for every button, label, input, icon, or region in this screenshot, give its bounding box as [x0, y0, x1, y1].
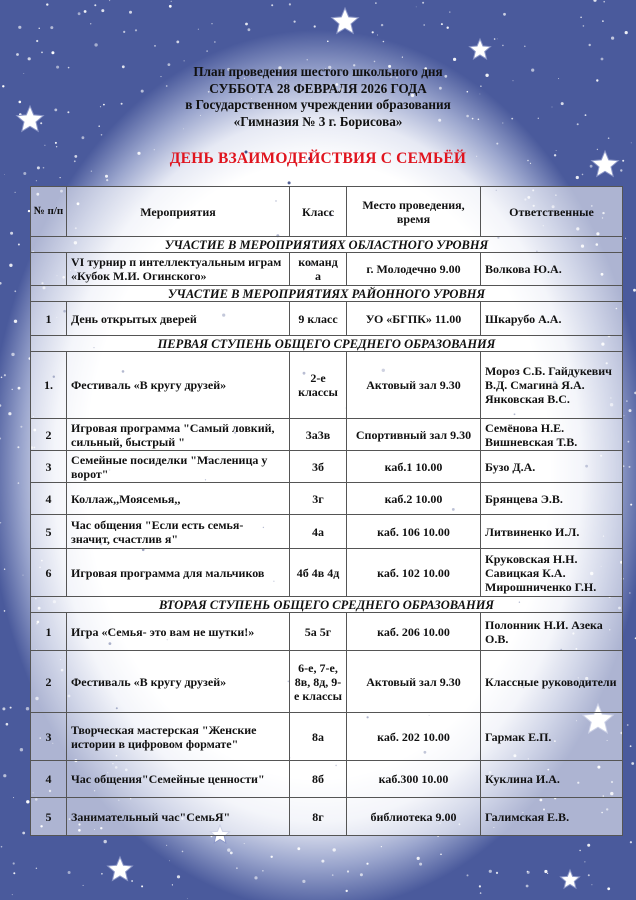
row-number: 6	[31, 549, 67, 597]
snow-speck	[101, 134, 103, 136]
class-cell: 6-е, 7-е, 8в, 8д, 9-е классы	[290, 651, 347, 713]
place-time-cell: каб.2 10.00	[347, 483, 481, 515]
snow-speck	[10, 707, 12, 709]
snow-speck	[497, 39, 498, 40]
responsible-cell: Литвиненко И.Л.	[481, 515, 623, 549]
snow-speck	[141, 885, 143, 887]
section-header-row	[31, 237, 623, 253]
snow-speck	[479, 885, 481, 887]
responsible-cell: Брянцева Э.В.	[481, 483, 623, 515]
snow-speck	[44, 145, 45, 146]
snow-speck	[377, 35, 378, 36]
class-cell: 3а3в	[290, 419, 347, 451]
class-cell: 8а	[290, 713, 347, 761]
schedule-table	[30, 186, 623, 836]
section-title: ВТОРАЯ СТУПЕНЬ ОБЩЕГО СРЕДНЕГО ОБРАЗОВАНИЯ	[31, 597, 623, 613]
snow-speck	[631, 762, 634, 765]
row-number: 5	[31, 515, 67, 549]
snow-speck	[26, 707, 29, 710]
snow-speck	[154, 45, 156, 47]
snow-speck	[184, 60, 185, 61]
snow-speck	[624, 415, 625, 416]
place-time-cell: Актовый зал 9.30	[347, 651, 481, 713]
snow-speck	[416, 7, 417, 8]
snow-speck	[4, 569, 5, 570]
header-line-1: План проведения шестого школьного дня	[193, 64, 443, 79]
snow-speck	[447, 27, 449, 29]
section-title: УЧАСТИЕ В МЕРОПРИЯТИЯХ ОБЛАСТНОГО УРОВНЯ	[31, 237, 623, 253]
snow-speck	[582, 174, 584, 176]
snow-speck	[332, 874, 334, 876]
snow-speck	[449, 11, 450, 12]
snow-speck	[1, 377, 3, 379]
event-cell: VI турнир п интеллектуальным играм «Кубок М.И. Огинского»	[67, 253, 290, 286]
table-row	[31, 651, 623, 713]
snow-speck	[105, 175, 108, 178]
row-number: 4	[31, 483, 67, 515]
snow-speck	[271, 856, 273, 858]
snow-speck	[375, 2, 376, 3]
place-time-cell: Актовый зал 9.30	[347, 352, 481, 419]
snow-speck	[374, 61, 376, 63]
snow-speck	[17, 446, 19, 448]
snow-speck	[78, 12, 81, 15]
responsible-cell: Круковская Н.Н. Савицкая К.А. Мирошниченко Г.Н.	[481, 549, 623, 597]
snow-speck	[423, 24, 425, 26]
snow-speck	[0, 404, 1, 407]
snow-speck	[583, 25, 585, 27]
snow-speck	[176, 41, 179, 44]
class-cell: 4а	[290, 515, 347, 549]
snow-speck	[36, 40, 38, 42]
section-header-row	[31, 286, 623, 302]
row-number: 3	[31, 451, 67, 483]
snow-speck	[271, 4, 273, 6]
snow-speck	[187, 898, 188, 899]
snow-speck	[608, 137, 610, 139]
snow-speck	[620, 169, 622, 171]
place-time-cell: Спортивный зал 9.30	[347, 419, 481, 451]
snow-speck	[381, 846, 382, 847]
place-time-cell: г. Молодечно 9.00	[347, 253, 481, 286]
row-number: 1	[31, 613, 67, 651]
snow-speck	[22, 832, 25, 835]
row-number: 2	[31, 419, 67, 451]
snow-speck	[18, 26, 21, 29]
table-row	[31, 549, 623, 597]
row-number: 2	[31, 651, 67, 713]
snow-speck	[131, 880, 133, 882]
snow-speck	[4, 374, 6, 376]
snow-speck	[198, 29, 199, 30]
snow-speck	[129, 11, 132, 14]
row-number: 4	[31, 761, 67, 798]
snow-speck	[327, 41, 329, 43]
class-cell: 3г	[290, 483, 347, 515]
snow-speck	[633, 289, 636, 292]
place-time-cell: каб. 106 10.00	[347, 515, 481, 549]
place-time-cell: библиотека 9.00	[347, 798, 481, 836]
snow-speck	[83, 885, 84, 886]
responsible-cell: Гармак Е.П.	[481, 713, 623, 761]
event-cell: Игра «Семья- это вам не шутки!»	[67, 613, 290, 651]
event-cell: Творческая мастерская "Женские истории в цифровом формате"	[67, 713, 290, 761]
snow-speck	[211, 23, 212, 24]
section-title: ПЕРВАЯ СТУПЕНЬ ОБЩЕГО СРЕДНЕГО ОБРАЗОВАНИЯ	[31, 336, 623, 352]
snow-speck	[4, 610, 6, 612]
snow-speck	[496, 872, 498, 874]
snow-speck	[366, 863, 368, 865]
snow-speck	[101, 9, 104, 12]
snow-speck	[166, 845, 167, 846]
snow-speck	[2, 707, 5, 710]
snow-speck	[526, 885, 529, 888]
snow-speck	[254, 876, 257, 879]
snow-speck	[68, 871, 71, 874]
snow-speck	[503, 13, 506, 16]
snow-speck	[3, 774, 6, 777]
snow-speck	[294, 21, 296, 23]
snow-speck	[12, 389, 13, 390]
snow-speck	[123, 31, 125, 33]
snow-speck	[20, 426, 22, 428]
event-cell: Час общения"Семейные ценности"	[67, 761, 290, 798]
snow-speck	[289, 3, 291, 5]
snow-speck	[60, 177, 61, 178]
table-row	[31, 302, 623, 336]
responsible-cell: Бузо Д.А.	[481, 451, 623, 483]
snow-speck	[580, 17, 582, 19]
snow-speck	[441, 23, 443, 25]
class-cell: 2-е классы	[290, 352, 347, 419]
snow-speck	[601, 58, 604, 61]
snow-speck	[227, 848, 230, 851]
snow-speck	[82, 136, 85, 139]
class-cell: 3б	[290, 451, 347, 483]
event-cell: Игровая программа для мальчиков	[67, 549, 290, 597]
header-line-4: «Гимназия № 3 г. Борисова»	[233, 113, 403, 129]
snow-speck	[13, 797, 14, 798]
snow-speck	[630, 504, 632, 506]
column-header-place: Место проведения, время	[347, 187, 481, 237]
snow-speck	[12, 894, 13, 895]
snow-speck	[587, 844, 590, 847]
snow-speck	[4, 174, 5, 175]
table-row	[31, 613, 623, 651]
row-number: 1.	[31, 352, 67, 419]
snow-speck	[576, 176, 579, 179]
snow-speck	[453, 58, 456, 61]
snow-speck	[288, 181, 291, 184]
snow-speck	[262, 870, 264, 872]
class-cell: команд а	[290, 253, 347, 286]
row-number: 5	[31, 798, 67, 836]
table-row	[31, 419, 623, 451]
snow-speck	[94, 43, 97, 46]
place-time-cell: каб.300 10.00	[347, 761, 481, 798]
snow-speck	[51, 51, 54, 54]
snow-speck	[625, 31, 628, 34]
table-row	[31, 713, 623, 761]
event-cell: Час общения "Если есть семья- значит, счастлив я"	[67, 515, 290, 549]
snow-speck	[169, 860, 170, 861]
snow-speck	[16, 53, 19, 56]
snow-speck	[14, 290, 16, 292]
snow-speck	[169, 5, 172, 8]
snow-speck	[611, 37, 614, 40]
snow-speck	[14, 320, 17, 323]
snow-speck	[177, 875, 180, 878]
snow-speck	[593, 0, 596, 2]
table-row	[31, 451, 623, 483]
snow-speck	[630, 745, 632, 747]
snow-speck	[626, 400, 627, 401]
snow-speck	[244, 843, 245, 844]
snow-speck	[629, 466, 631, 468]
snow-speck	[346, 890, 348, 892]
snow-speck	[206, 50, 207, 51]
responsible-cell: Шкарубо А.А.	[481, 302, 623, 336]
responsible-cell: Галимская Е.В.	[481, 798, 623, 836]
snow-speck	[591, 884, 592, 885]
snow-speck	[245, 23, 248, 26]
place-time-cell: каб. 202 10.00	[347, 713, 481, 761]
snow-speck	[90, 23, 91, 24]
responsible-cell: Полонник Н.И. Азека О.В.	[481, 613, 623, 651]
snow-speck	[1, 846, 3, 848]
table-row	[31, 515, 623, 549]
responsible-cell: Семёнова Н.Е. Вишневская Т.В.	[481, 419, 623, 451]
snow-speck	[467, 874, 469, 876]
event-cell: Коллаж,,Моясемья,,	[67, 483, 290, 515]
snow-speck	[18, 244, 20, 246]
snow-speck	[20, 748, 23, 751]
snow-speck	[417, 857, 420, 860]
snow-speck	[109, 0, 110, 1]
snow-speck	[627, 724, 629, 726]
event-cell: День открытых дверей	[67, 302, 290, 336]
snow-speck	[101, 873, 103, 875]
event-cell: Фестиваль «В кругу друзей»	[67, 352, 290, 419]
snow-speck	[360, 873, 363, 876]
snow-speck	[502, 45, 504, 47]
snow-speck	[383, 41, 385, 43]
snow-speck	[527, 871, 530, 874]
snow-speck	[589, 44, 591, 46]
document-header	[0, 64, 636, 130]
class-cell: 8г	[290, 798, 347, 836]
snow-speck	[603, 1, 605, 3]
star-shape	[332, 8, 359, 33]
table-row	[31, 761, 623, 798]
table-row	[31, 798, 623, 836]
snow-speck	[419, 863, 422, 866]
snow-speck	[625, 238, 626, 239]
snow-speck	[94, 4, 96, 6]
snow-speck	[524, 46, 526, 48]
snow-speck	[50, 26, 53, 29]
place-time-cell: каб. 102 10.00	[347, 549, 481, 597]
snow-speck	[10, 232, 13, 235]
snow-speck	[496, 143, 498, 145]
snow-speck	[248, 28, 251, 31]
snow-speck	[0, 282, 2, 285]
snow-speck	[214, 41, 215, 42]
snow-speck	[23, 575, 24, 576]
snow-speck	[11, 353, 14, 356]
snow-speck	[91, 171, 92, 172]
event-cell: Игровая программа "Самый ловкий, сильный, быстрый "	[67, 419, 290, 451]
event-cell: Занимательный час"СемьЯ"	[67, 798, 290, 836]
snow-speck	[314, 25, 316, 27]
snow-speck	[13, 862, 15, 864]
snow-speck	[579, 850, 580, 851]
snow-speck	[13, 872, 15, 874]
row-number: 3	[31, 713, 67, 761]
snow-speck	[480, 892, 482, 894]
snow-speck	[630, 841, 632, 843]
snow-speck	[8, 412, 11, 415]
snow-speck	[402, 57, 403, 58]
responsible-cell: Классные руководители	[481, 651, 623, 713]
snow-speck	[489, 870, 492, 873]
event-cell: Фестиваль «В кругу друзей»	[67, 651, 290, 713]
snow-speck	[26, 800, 29, 803]
class-cell: 4б 4в 4д	[290, 549, 347, 597]
row-number: 1	[31, 302, 67, 336]
class-cell: 8б	[290, 761, 347, 798]
responsible-cell: Мороз С.Б. Гайдукевич В.Д. Смагина Я.А. Янковская В.С.	[481, 352, 623, 419]
snow-speck	[440, 854, 442, 856]
section-title: УЧАСТИЕ В МЕРОПРИЯТИЯХ РАЙОННОГО УРОВНЯ	[31, 286, 623, 302]
document-title: ДЕНЬ ВЗАИМОДЕЙСТВИЯ С СЕМЬЁЙ	[169, 150, 467, 167]
snow-speck	[46, 3, 48, 5]
table-row	[31, 483, 623, 515]
snow-speck	[607, 887, 610, 890]
section-header-row	[31, 597, 623, 613]
section-header-row	[31, 336, 623, 352]
snow-speck	[588, 874, 590, 876]
column-header-responsible: Ответственные	[481, 187, 623, 237]
snow-speck	[0, 522, 1, 523]
snow-speck	[84, 10, 87, 13]
snow-speck	[106, 179, 108, 181]
snow-speck	[494, 38, 496, 40]
snow-speck	[182, 851, 184, 853]
snow-speck	[15, 192, 16, 193]
snow-speck	[347, 870, 349, 872]
table-row	[31, 352, 623, 419]
snow-speck	[628, 441, 630, 443]
snow-speck	[172, 884, 173, 885]
row-number	[31, 253, 67, 286]
snow-speck	[28, 57, 31, 60]
header-line-3: в Государственном учреждении образования	[185, 97, 451, 112]
snow-speck	[631, 143, 632, 144]
responsible-cell: Волкова Ю.А.	[481, 253, 623, 286]
snow-speck	[36, 180, 37, 181]
snow-speck	[0, 438, 1, 440]
column-header-event: Мероприятия	[67, 187, 290, 237]
snow-speck	[171, 1, 172, 2]
snow-speck	[381, 24, 383, 26]
snow-speck	[55, 142, 57, 144]
class-cell: 9 класс	[290, 302, 347, 336]
table-row	[31, 253, 623, 286]
snow-speck	[302, 880, 305, 883]
table-header-row	[31, 187, 623, 237]
snow-speck	[39, 28, 40, 29]
snow-speck	[36, 868, 37, 869]
snow-speck	[321, 860, 324, 863]
snow-speck	[18, 482, 20, 484]
snow-speck	[41, 52, 43, 54]
snow-speck	[307, 59, 308, 60]
snow-speck	[584, 861, 585, 862]
snow-speck	[629, 592, 630, 593]
snow-speck	[422, 2, 424, 4]
place-time-cell: каб.1 10.00	[347, 451, 481, 483]
star-shape	[108, 857, 133, 881]
class-cell: 5а 5г	[290, 613, 347, 651]
responsible-cell: Куклина И.А.	[481, 761, 623, 798]
snow-speck	[236, 867, 238, 869]
snow-speck	[544, 870, 547, 873]
place-time-cell: каб. 206 10.00	[347, 613, 481, 651]
snow-speck	[372, 31, 374, 33]
event-cell: Семейные посиделки "Масленица у ворот"	[67, 451, 290, 483]
snow-speck	[6, 723, 9, 726]
snow-speck	[56, 146, 57, 147]
snow-speck	[629, 409, 632, 412]
place-time-cell: УО «БГПК» 11.00	[347, 302, 481, 336]
column-header-num: № п/п	[31, 187, 67, 237]
snow-speck	[602, 20, 604, 22]
star-shape	[470, 39, 491, 59]
snow-speck	[333, 848, 336, 851]
snow-speck	[18, 387, 21, 390]
snow-speck	[23, 172, 26, 175]
snow-speck	[9, 264, 12, 267]
column-header-class: Класс	[290, 187, 347, 237]
snow-speck	[547, 873, 548, 874]
snow-speck	[104, 840, 107, 843]
snow-speck	[135, 29, 137, 31]
snow-speck	[297, 847, 300, 850]
header-line-2: СУББОТА 28 ФЕВРАЛЯ 2026 ГОДА	[209, 80, 427, 96]
snow-speck	[230, 852, 233, 855]
star-shape	[561, 870, 580, 888]
